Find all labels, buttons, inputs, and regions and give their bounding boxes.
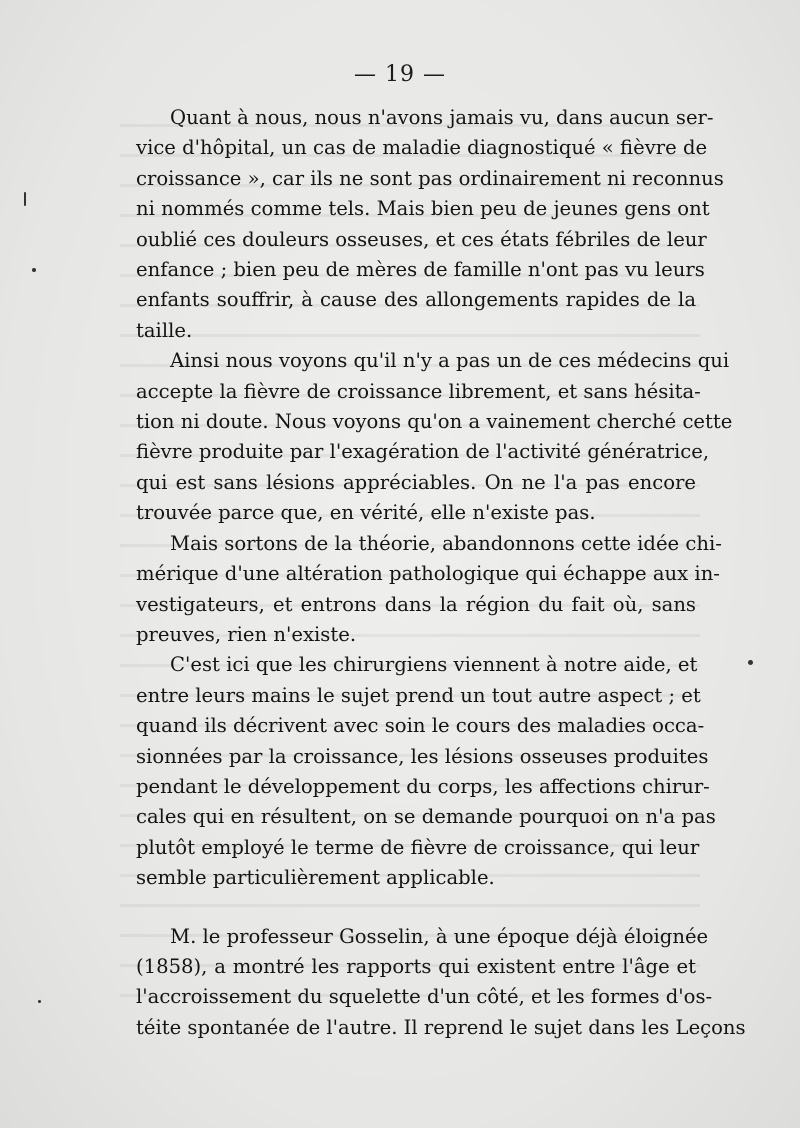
text-line: qui est sans lésions appréciables. On ne l'a pas encore: [136, 470, 696, 494]
text-line: sionnées par la croissance, les lésions osseuses produites: [136, 744, 709, 768]
text-line: C'est ici que les chirurgiens viennent à notre aide, et: [170, 653, 698, 677]
text-line: oublié ces douleurs osseuses, et ces états fébriles de leur: [136, 227, 707, 251]
page-number: — 19 —: [354, 62, 446, 87]
text-line: téite spontanée de l'autre. Il reprend le sujet dans les Leçons: [136, 1015, 746, 1039]
ink-speck: [748, 660, 753, 665]
paragraph: [136, 529, 722, 651]
paragraph-gap: [136, 894, 696, 922]
text-line: Quant à nous, nous n'avons jamais vu, dans aucun ser-: [170, 106, 714, 129]
paragraph: [136, 346, 733, 528]
text-line: tion ni doute. Nous voyons qu'on a vainement cherché cette: [136, 410, 733, 434]
text-line: enfants souffrir, à cause des allongements rapides de la: [136, 288, 696, 312]
text-line: pendant le développement du corps, les affections chirur-: [136, 774, 710, 798]
text-line: Ainsi nous voyons qu'il n'y a pas un de ces médecins qui: [170, 349, 730, 373]
ink-speck: [32, 268, 36, 272]
text-line: taille.: [136, 318, 193, 342]
text-line: mérique d'une altération pathologique qui échappe aux in-: [136, 562, 720, 586]
text-line: (1858), a montré les rapports qui existent entre l'âge et: [136, 954, 696, 978]
text-line: M. le professeur Gosselin, à une époque déjà éloignée: [170, 924, 709, 948]
ink-speck: [38, 1000, 41, 1003]
paragraph: [136, 650, 716, 893]
text-line: entre leurs mains le sujet prend un tout autre aspect ; et: [136, 683, 701, 707]
text-line: ni nommés comme tels. Mais bien peu de jeunes gens ont: [136, 197, 710, 221]
paragraph: [136, 922, 746, 1044]
ink-speck: [24, 192, 26, 206]
paragraph: [136, 103, 724, 346]
text-line: cales qui en résultent, on se demande pourquoi on n'a pas: [136, 805, 716, 829]
text-line: Mais sortons de la théorie, abandonnons cette idée chi-: [170, 531, 722, 555]
text-line: croissance », car ils ne sont pas ordinairement ni reconnus: [136, 166, 724, 190]
text-line: vestigateurs, et entrons dans la région du fait où, sans: [136, 592, 696, 616]
text-line: quand ils décrivent avec soin le cours des maladies occa-: [136, 714, 705, 738]
text-line: vice d'hôpital, un cas de maladie diagnostiqué « fièvre de: [136, 136, 708, 160]
text-line: accepte la fièvre de croissance librement, et sans hésita-: [136, 379, 701, 403]
text-line: trouvée parce que, en vérité, elle n'existe pas.: [136, 501, 596, 525]
body-text: [136, 103, 746, 1043]
text-line: fièvre produite par l'exagération de l'activité génératrice,: [136, 440, 710, 464]
text-line: preuves, rien n'existe.: [136, 622, 357, 646]
text-line: l'accroissement du squelette d'un côté, et les formes d'os-: [136, 985, 713, 1009]
text-line: enfance ; bien peu de mères de famille n'ont pas vu leurs: [136, 258, 705, 282]
text-line: semble particulièrement applicable.: [136, 866, 495, 890]
text-line: plutôt employé le terme de fièvre de croissance, qui leur: [136, 835, 700, 859]
